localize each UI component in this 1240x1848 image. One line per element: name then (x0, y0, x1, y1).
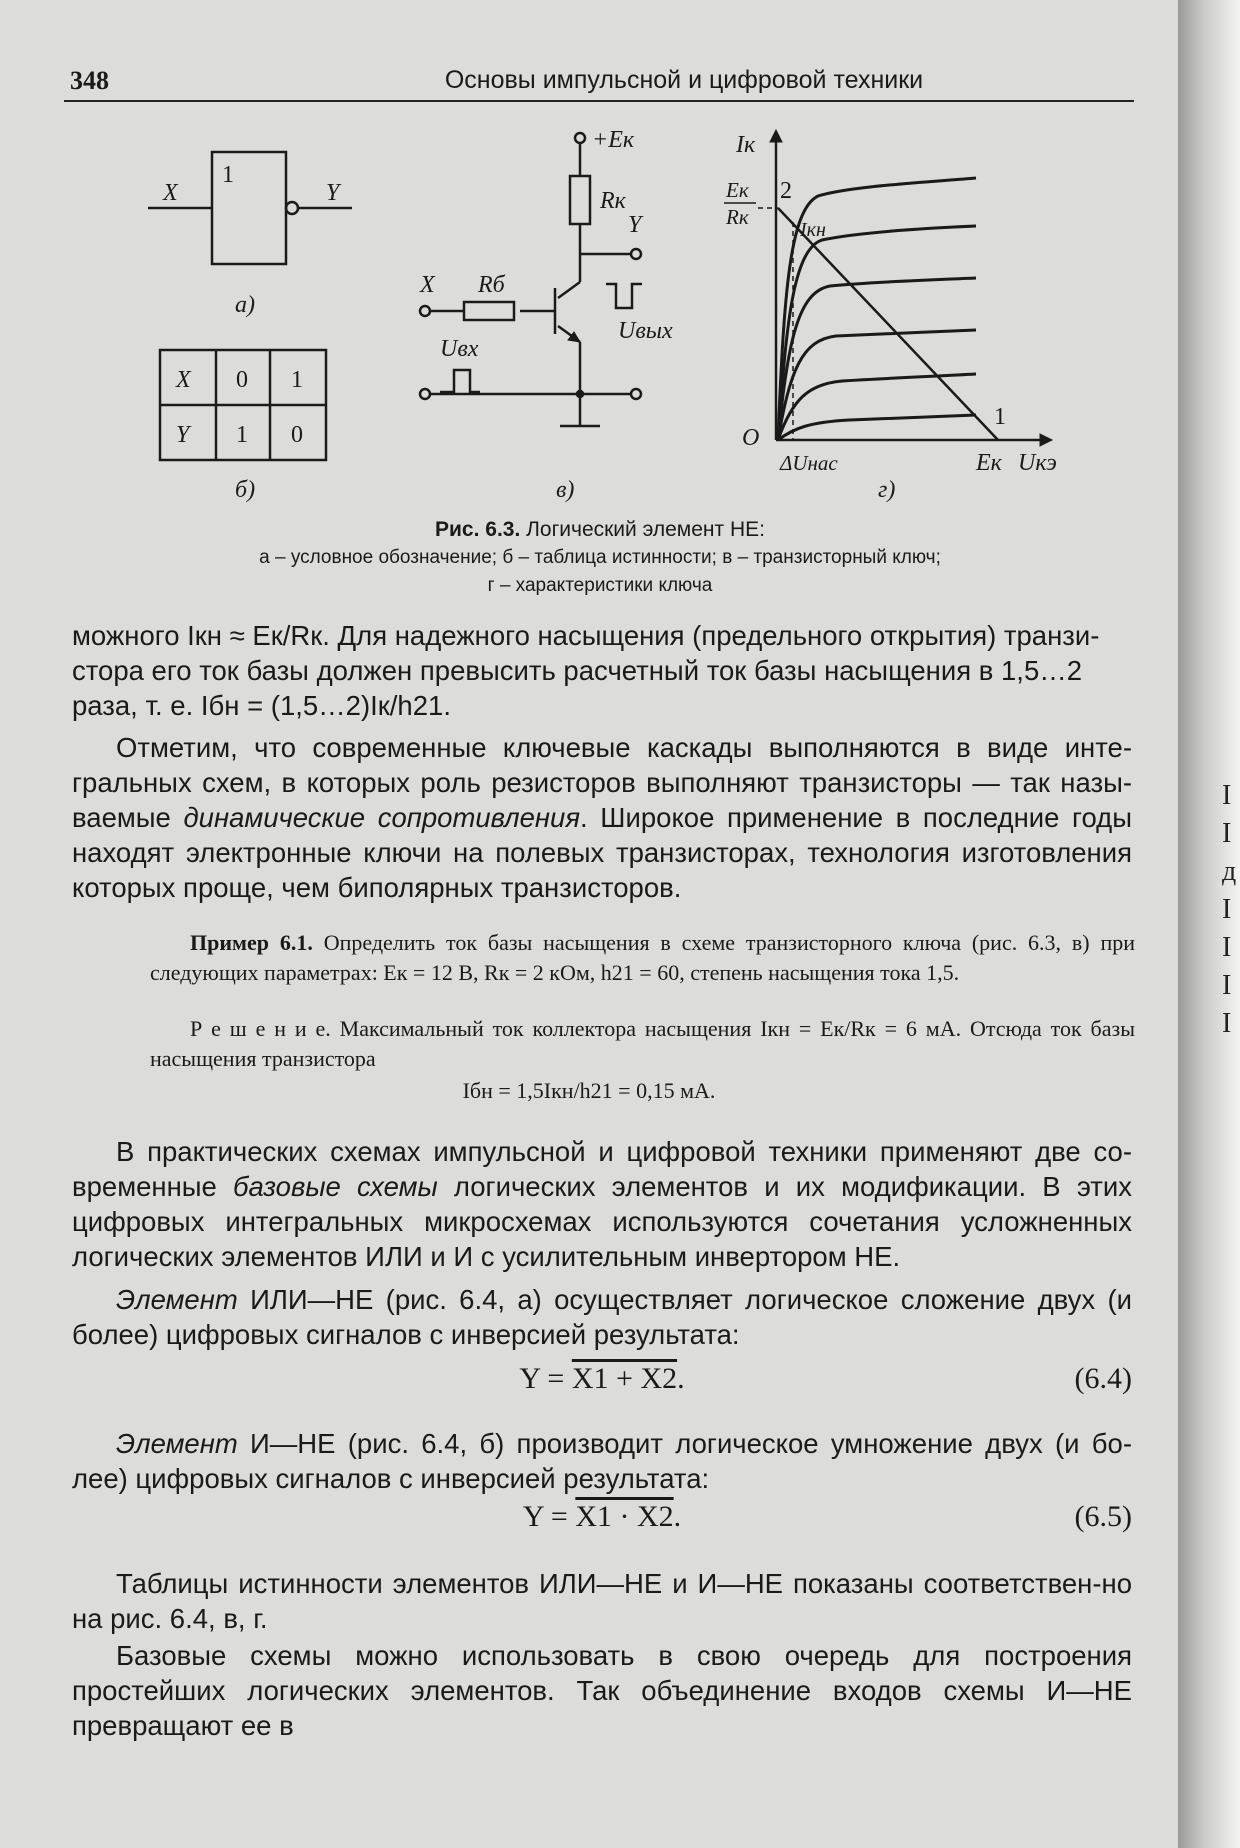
fig-v-label: в) (556, 477, 575, 503)
solution-text (150, 1014, 1135, 1074)
table-cell: 1 (291, 367, 303, 393)
paragraph-base-circuits (72, 1134, 1132, 1274)
equation-6-5 (72, 1500, 1132, 1544)
figure-6-3 (0, 0, 1178, 520)
example-6-1 (150, 928, 1135, 988)
example-body: Определить ток базы насыщения в схеме транзисторного ключа (рис. 6.3, в) при следующих параметрах: Eк = 12 В, Rк = 2 кОм, h21 = 60, степень насыщения тока 1,5. (150, 930, 1135, 985)
equation-body: Y = X1 + X2. (519, 1362, 685, 1395)
ikn-label: Iкн (800, 219, 826, 241)
fig-g-characteristics (724, 130, 1057, 503)
fig-b-truth-table (160, 350, 326, 503)
running-title: Основы импульсной и цифровой техники (444, 66, 924, 94)
paragraph-text: . Широкое применение в последние годы находят электронные ключи на полевых транзисторах, технология изготовления которых проще, чем биполярных транзисторов. (72, 802, 1132, 903)
rb-label: Rб (478, 272, 505, 298)
fig-b-label: б) (235, 477, 256, 503)
fig-a-label: а) (235, 292, 255, 318)
table-cell: 0 (236, 367, 248, 393)
equation-lhs: Y = (519, 1362, 572, 1395)
solution-body: Максимальный ток коллектора насыщения Iкн = Eк/Rк = 6 мА. Отсюда ток базы насыщения транзистора (150, 1016, 1135, 1071)
text-line: раза, т. е. Iбн = (1,5…2)Iк/h21. (72, 690, 451, 721)
paragraph (72, 1282, 1132, 1352)
fig-g-label: г) (878, 477, 896, 503)
caption-figure-number: Рис. 6.3. (435, 518, 521, 541)
table-cell: X (176, 367, 191, 393)
input-x-label: X (420, 272, 435, 298)
text-line: стора его ток базы должен превысить расчетный ток базы насыщения в 1,5…2 (72, 655, 1083, 686)
paragraph: Таблицы истинности элементов ИЛИ—НЕ и И—НЕ показаны соответствен-но на рис. 6.4, в, г. (72, 1568, 1132, 1634)
fig-a-gate-symbol (148, 152, 352, 318)
next-page-glyph: I (1222, 780, 1232, 811)
italic-term: динамические сопротивления (183, 802, 581, 833)
paragraph-text: В практических схемах импульсной и цифровой техники применяют две со-временные (72, 1136, 1132, 1202)
italic-term: Элемент (116, 1428, 238, 1459)
figure-caption (160, 516, 1040, 600)
paragraph (72, 730, 1132, 905)
paragraph-text: И—НЕ (рис. 6.4, б) производит логическое умножение двух (и бо-лее) цифровых сигналов с инверсией результата: (72, 1428, 1132, 1494)
equation-number: (6.4) (1074, 1362, 1132, 1395)
output-y-label: Y (628, 212, 642, 238)
origin-label: O (742, 425, 760, 451)
ek-label: Eк (726, 178, 749, 202)
paragraph (72, 1426, 1132, 1496)
u-in-label: Uвх (440, 336, 479, 362)
caption-title-line (160, 516, 1040, 544)
fig-v-transistor-switch (419, 127, 673, 503)
rk-label: Rк (600, 188, 626, 214)
text-line: можного Iкн ≈ Eк/Rк. Для надежного насыщения (предельного открытия) транзи- (72, 620, 1100, 651)
paragraph-truth-tables (72, 1566, 1132, 1636)
equation-rhs: X1 + X2 (571, 1362, 678, 1395)
equation-lhs: Y = (522, 1500, 576, 1533)
paragraph-simple-elements (72, 1638, 1132, 1743)
x-axis-label: Uкэ (1018, 450, 1057, 476)
u-out-label: Uвых (618, 318, 673, 344)
next-page-glyph: I (1222, 970, 1232, 1001)
gate-input-label: X (163, 180, 178, 206)
paragraph-nor (72, 1282, 1132, 1352)
next-page-glyph: I (1222, 818, 1232, 849)
paragraph (72, 1134, 1132, 1274)
equation-number: (6.5) (1074, 1500, 1132, 1533)
italic-term: Элемент (116, 1284, 238, 1315)
example-text (150, 928, 1135, 988)
equation-rhs: X1 · X2 (575, 1500, 674, 1533)
paragraph-text: логических элементов и их модификации. В этих цифровых интегральных микросхемах используются сочетания усложненных логических элементов ИЛИ и И с усилительным инвертором НЕ. (72, 1171, 1132, 1272)
caption-line-3: г – характеристики ключа (487, 575, 713, 596)
solution-label: Р е ш е н и е. (190, 1016, 331, 1041)
next-page-glyph: I (1222, 894, 1232, 925)
paragraph: Базовые схемы можно использовать в свою очередь для построения простейших логических элементов. Так объединение входов схемы И—НЕ превращают ее в (72, 1640, 1132, 1741)
gate-output-label: Y (326, 180, 340, 206)
table-cell: 0 (291, 422, 303, 448)
next-page-glyph: I (1222, 1008, 1232, 1039)
solution-block (150, 1014, 1135, 1074)
supply-label: +Eк (592, 127, 635, 153)
table-cell: Y (176, 422, 190, 448)
point-2-label: 2 (780, 178, 792, 204)
delta-u-label: ΔUнас (780, 451, 838, 475)
equation-body: Y = X1 · X2. (522, 1500, 682, 1533)
italic-term: базовые схемы (233, 1171, 438, 1202)
next-page-glyph: I (1222, 932, 1232, 963)
solution-formula: Iбн = 1,5Iкн/h21 = 0,15 мА. (462, 1078, 716, 1103)
caption-title: Логический элемент НЕ: (520, 518, 765, 541)
gate-label: 1 (222, 162, 234, 188)
paragraph-saturation (72, 618, 1132, 723)
page-number: 348 (70, 66, 109, 95)
point-1-label: 1 (994, 404, 1006, 430)
ek-axis-label: Eк (976, 450, 1002, 476)
paragraph-integrated-circuits (72, 730, 1132, 905)
next-page-glyph: д (1222, 856, 1237, 887)
example-heading: Пример 6.1. (190, 930, 313, 955)
y-axis-label: Iк (736, 132, 756, 158)
caption-line-2: а – условное обозначение; б – таблица истинности; в – транзисторный ключ; (259, 547, 941, 568)
table-cell: 1 (236, 422, 248, 448)
paragraph-nand (72, 1426, 1132, 1496)
rk-label: Rк (726, 205, 749, 229)
equation-6-4 (72, 1362, 1132, 1406)
paragraph-text: Отметим, что современные ключевые каскады выполняются в виде инте-гральных схем, в которых роль резисторов выполняют транзисторы — так назы-ваемые (72, 732, 1132, 833)
paragraph-text: ИЛИ—НЕ (рис. 6.4, а) осуществляет логическое сложение двух (и более) цифровых сигналов с инверсией результата: (72, 1284, 1132, 1350)
